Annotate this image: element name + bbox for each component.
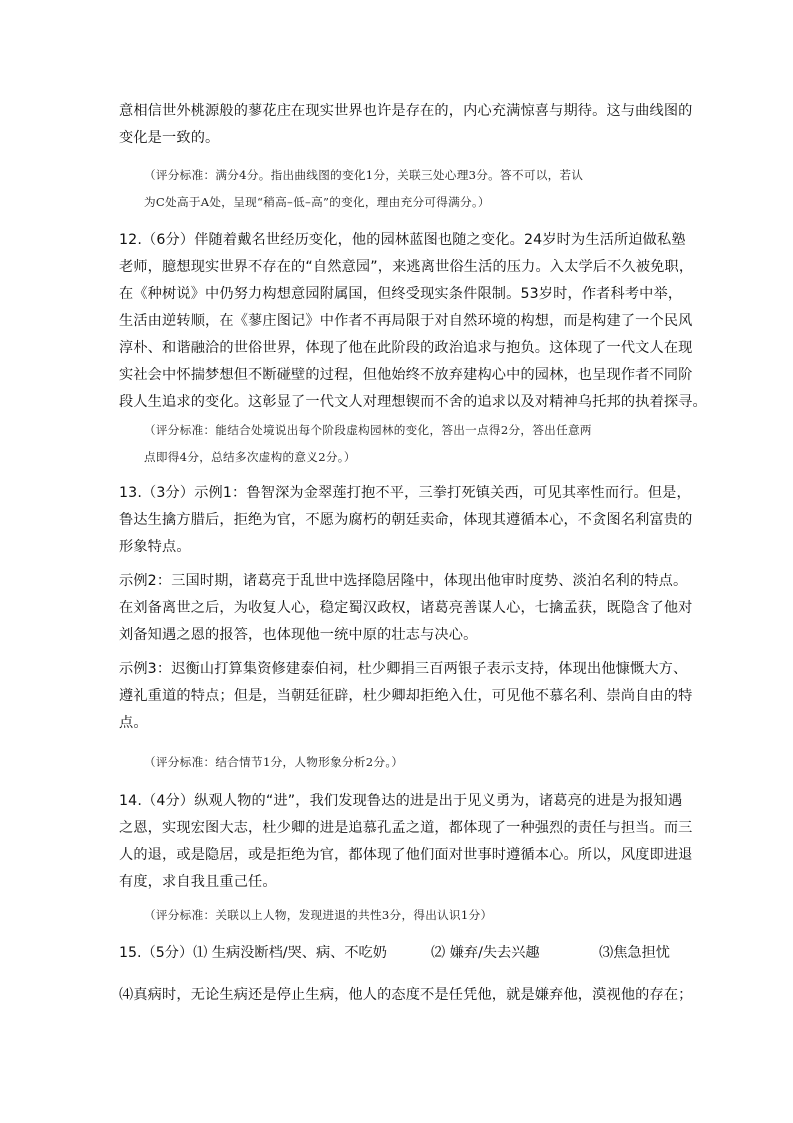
note-line: （评分标准：结合情节1分，人物形象分析2分。） bbox=[144, 755, 404, 769]
answer-13-example-2 bbox=[119, 568, 693, 649]
text-line: 14.（4分）纵观人物的“进”，我们发现鲁达的进是出于见义勇为，诸葛亮的进是为报知遇 bbox=[119, 793, 683, 809]
text-line: 示例3：迟衡山打算集资修建泰伯祠，杜少卿捐三百两银子表示支持，体现出他慷慨大方、 bbox=[119, 661, 688, 677]
answer-14 bbox=[119, 788, 693, 896]
text-line: 点。 bbox=[119, 715, 148, 731]
answer-15-part-2: ⑵ 嫌弃/失去兴趣 bbox=[431, 945, 540, 961]
text-line: 淳朴、和谐融洽的世俗世界，体现了他在此阶段的政治追求与抱负。这体现了一代文人在现 bbox=[119, 340, 693, 356]
note-line: （评分标准：关联以上人物，发现进退的共性3分，得出认识1分） bbox=[144, 908, 493, 922]
text-line: 之恩，实现宏图大志，杜少卿的进是追慕孔孟之道，都体现了一种强烈的责任与担当。而三 bbox=[119, 820, 693, 836]
text-line: 有度，求自我且重己任。 bbox=[119, 874, 277, 890]
text-line: 12.（6分）伴随着戴名世经历变化，他的园林蓝图也随之变化。24岁时为生活所迫做私塾 bbox=[119, 232, 686, 248]
answer-15-line-1 bbox=[119, 940, 699, 967]
text-line: 意相信世外桃源般的蓼花庄在现实世界也许是存在的，内心充满惊喜与期待。这与曲线图的 bbox=[119, 103, 693, 119]
note-line: 点即得4分，总结多次虚构的意义2分。） bbox=[144, 450, 356, 464]
scoring-note-13 bbox=[144, 749, 688, 776]
answer-15-part-3: ⑶焦急担忧 bbox=[599, 945, 670, 961]
answer-13-example-3 bbox=[119, 656, 693, 737]
answer-11-continuation bbox=[119, 98, 693, 152]
text-line: 变化是一致的。 bbox=[119, 130, 220, 146]
answer-13-example-1 bbox=[119, 480, 693, 561]
text-line: 实社会中怀揣梦想但不断碰壁的过程，但他始终不放弃建构心中的园林，也呈现作者不同阶 bbox=[119, 367, 693, 383]
answer-15-part-1: 15.（5分）⑴ 生病没断档/哭、病、不吃奶 bbox=[119, 945, 387, 961]
text-line: 生活由逆转顺，在《蓼庄图记》中作者不再局限于对自然环境的构想，而是构建了一个民风 bbox=[119, 313, 693, 329]
scoring-note-11 bbox=[144, 162, 688, 216]
text-line: 人的退，或是隐居，或是拒绝为官，都体现了他们面对世事时遵循本心。所以，风度即进退 bbox=[119, 847, 693, 863]
text-line: 在刘备离世之后，为收复人心，稳定蜀汉政权，诸葛亮善谋人心，七擒孟获，既隐含了他对 bbox=[119, 600, 693, 616]
answer-12 bbox=[119, 227, 707, 416]
text-line: 示例2：三国时期，诸葛亮于乱世中选择隐居隆中，体现出他审时度势、淡泊名利的特点。 bbox=[119, 573, 688, 589]
text-line: 鲁达生擒方腊后，拒绝为官，不愿为腐朽的朝廷卖命，体现其遵循本心，不贪图名利富贵的 bbox=[119, 512, 693, 528]
text-line: 遵礼重道的特点；但是，当朝廷征辟，杜少卿却拒绝入仕，可见他不慕名利、崇尚自由的特 bbox=[119, 688, 693, 704]
text-line: 刘备知遇之恩的报答，也体现他一统中原的壮志与决心。 bbox=[119, 627, 478, 643]
text-line: ⑷真病时，无论生病还是停止生病，他人的态度不是任凭他，就是嫌弃他，漠视他的存在； bbox=[119, 987, 693, 1003]
text-line: 段人生追求的变化。这彰显了一代文人对理想锲而不舍的追求以及对精神乌托邦的执着探寻。 bbox=[119, 394, 707, 410]
note-line: （评分标准：满分4分。指出曲线图的变化1分，关联三处心理3分。答不可以，若认 bbox=[144, 168, 584, 182]
text-line: 老师，臆想现实世界不存在的“自然意园”，来逃离世俗生活的压力。入太学后不久被免职， bbox=[119, 259, 694, 275]
text-line: 13.（3分）示例1：鲁智深为金翠莲打抱不平，三拳打死镇关西，可见其率性而行。但是， bbox=[119, 485, 691, 501]
answer-15-line-2 bbox=[119, 982, 699, 1009]
text-line: 在《种树说》中仍努力构想意园附属国，但终受现实条件限制。53岁时，作者科考中举， bbox=[119, 286, 683, 302]
text-line: 形象特点。 bbox=[119, 539, 191, 555]
note-line: （评分标准：能结合处境说出每个阶段虚构园林的变化，答出一点得2分，答出任意两 bbox=[144, 423, 592, 437]
note-line: 为C处高于A处，呈现“稍高–低–高”的变化，理由充分可得满分。） bbox=[144, 195, 490, 209]
scoring-note-12 bbox=[144, 417, 688, 471]
scoring-note-14 bbox=[144, 902, 688, 929]
